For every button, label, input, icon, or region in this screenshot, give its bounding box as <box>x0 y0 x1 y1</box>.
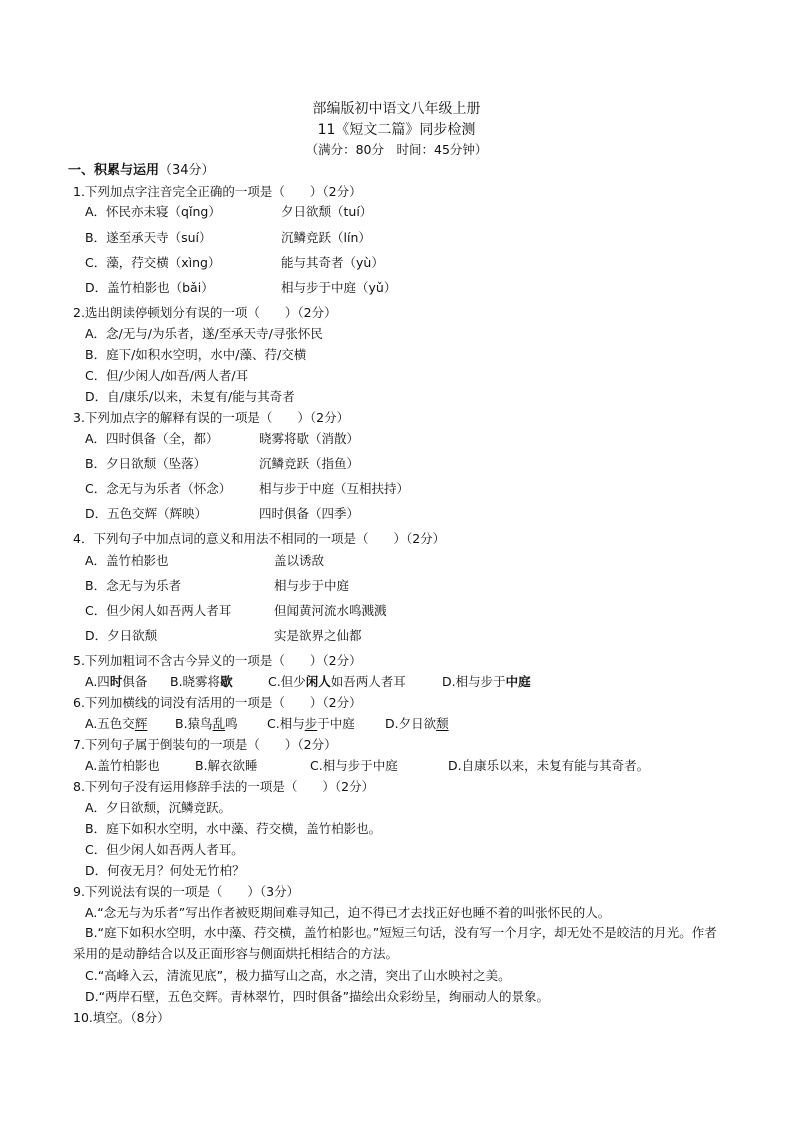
q6-a: A.五色交辉 <box>85 716 148 731</box>
question-2-stem: 2.选出朗读停顿划分有误的一项（ ）（2分） <box>73 305 337 320</box>
q2-option-a: A．念/无与/为乐者，遂/至承天寺/寻张怀民 <box>85 326 323 341</box>
q8-option-a: A．夕日欲颓，沉鳞竞跃。 <box>85 800 232 815</box>
q7-c: C.相与步于中庭 <box>310 758 398 773</box>
q6-d: D.夕日欲颓 <box>385 716 449 731</box>
q6-options <box>85 715 449 733</box>
q9-option-b: B.“庭下如积水空明，水中藻、荇交横，盖竹柏影也。”短短三句话，没有写一个月字，却无处不是皎洁的月光。作者采用的是动静结合以及正面形容与侧面烘托相结合的方法。 <box>73 925 717 961</box>
question-8-stem: 8.下列句子没有运用修辞手法的一项是（ ）（2分） <box>73 779 375 794</box>
q6-b: B.猿鸟乱鸣 <box>175 716 238 731</box>
q6-c: C.相与步于中庭 <box>267 716 355 731</box>
score-time-info: （满分：80分 时间：45分钟） <box>305 142 488 157</box>
q4-c-right: 但闻黄河流水鸣溅溅 <box>274 603 387 618</box>
q7-d: D.自康乐以来，未复有能与其奇者。 <box>448 758 650 773</box>
q3-option-b <box>85 455 360 473</box>
q7-b: B.解衣欲睡 <box>195 758 258 773</box>
q4-option-b <box>85 577 350 595</box>
worksheet-title: 部编版初中语文八年级上册 <box>312 101 481 117</box>
question-4-stem: 4．下列句子中加点词的意义和用法不相同的一项是（ ）（2分） <box>73 531 446 546</box>
q4-b-left: B．念无与为乐者 <box>85 578 182 593</box>
q5-d: D.相与步于中庭 <box>442 674 531 689</box>
q1-a-left: A．怀民亦未寝（qǐng） <box>85 204 221 219</box>
question-10-stem: 10.填空。（8分） <box>73 1010 170 1025</box>
q9-option-c: C.“高峰入云，清流见底”，极力描写山之高，水之清，突出了山水映衬之美。 <box>85 968 511 983</box>
q5-c: C.但少闲人如吾两人者耳 <box>268 674 406 689</box>
q3-a-left: A．四时俱备（全，都） <box>85 431 219 446</box>
question-1-stem: 1.下列加点字注音完全正确的一项是（ ）（2分） <box>73 184 362 199</box>
section-title: 一、积累与运用 <box>68 163 160 178</box>
q3-d-right: 四时俱备（四季） <box>259 506 360 521</box>
q4-option-c <box>85 602 387 620</box>
lesson-subtitle: 11《短文二篇》同步检测 <box>317 122 476 138</box>
q5-a: A.四时俱备 <box>85 674 148 689</box>
q3-d-left: D．五色交辉（辉映） <box>85 506 208 521</box>
q4-option-d <box>85 627 362 645</box>
q1-option-d <box>85 279 397 297</box>
q2-option-c: C．但/少闲人/如吾/两人者/耳 <box>85 368 249 383</box>
q1-a-right: 夕日欲颓（tuí） <box>281 204 373 219</box>
q9-option-d: D.“两岸石壁，五色交辉。青林翠竹，四时俱备”描绘出众彩纷呈，绚丽动人的景象。 <box>85 989 550 1004</box>
q3-c-left: C．念无与为乐者（怀念） <box>85 481 232 496</box>
q1-option-a <box>85 203 373 221</box>
section-heading <box>68 162 215 180</box>
q5-options <box>85 673 531 691</box>
q4-d-right: 实是欲界之仙都 <box>274 628 362 643</box>
q3-a-right: 晓雾将歇（消散） <box>259 431 360 446</box>
q8-option-c: C．但少闲人如吾两人者耳。 <box>85 842 244 857</box>
q3-b-left: B．夕日欲颓（坠落） <box>85 456 207 471</box>
q4-c-left: C．但少闲人如吾两人者耳 <box>85 603 232 618</box>
question-6-stem: 6.下列加横线的词没有活用的一项是（ ）（2分） <box>73 695 362 710</box>
q3-option-a <box>85 430 360 448</box>
q5-b: B.晓雾将歇 <box>170 674 233 689</box>
q9-option-a: A.“念无与为乐者”写出作者被贬期间难寻知己，迫不得已才去找正好也睡不着的叫张怀民的人。 <box>85 905 611 920</box>
q1-d-left: D．盖竹柏影也（bǎi） <box>85 280 214 295</box>
q3-option-d <box>85 505 360 523</box>
question-9-stem: 9.下列说法有误的一项是（ ）（3分） <box>73 884 300 899</box>
question-3-stem: 3.下列加点字的解释有误的一项是（ ）（2分） <box>73 410 350 425</box>
q3-b-right: 沉鳞竞跃（指鱼） <box>259 456 360 471</box>
q7-a: A.盖竹柏影也 <box>85 758 160 773</box>
q4-option-a <box>85 552 325 570</box>
q4-a-right: 盖以诱敌 <box>274 553 325 568</box>
q1-c-left: C．藻，荇交横（xìng） <box>85 255 221 270</box>
question-5-stem: 5.下列加粗词不含古今异义的一项是（ ）（2分） <box>73 653 362 668</box>
q8-option-b: B．庭下如积水空明，水中藻、荇交横，盖竹柏影也。 <box>85 821 382 836</box>
q1-c-right: 能与其奇者（yù） <box>281 255 384 270</box>
q1-b-left: B．遂至承天寺（suí） <box>85 230 212 245</box>
q3-c-right: 相与步于中庭（互相扶持） <box>259 481 410 496</box>
q4-b-right: 相与步于中庭 <box>274 578 350 593</box>
q4-d-left: D．夕日欲颓 <box>85 628 158 643</box>
q1-b-right: 沉鳞竞跃（lín） <box>281 230 371 245</box>
q1-option-b <box>85 229 371 247</box>
question-7-stem: 7.下列句子属于倒装句的一项是（ ）（2分） <box>73 737 337 752</box>
q7-options <box>85 757 650 775</box>
section-points: （34分） <box>159 163 215 178</box>
q2-option-d: D．自/康乐/以来，未复有/能与其奇者 <box>85 389 295 404</box>
q3-option-c <box>85 480 410 498</box>
q1-option-c <box>85 254 384 272</box>
q8-option-d: D．何夜无月？何处无竹柏？ <box>85 863 245 878</box>
q1-d-right: 相与步于中庭（yǔ） <box>281 280 397 295</box>
q2-option-b: B．庭下/如积水空明，水中/藻、荇/交横 <box>85 347 307 362</box>
q4-a-left: A．盖竹柏影也 <box>85 553 169 568</box>
